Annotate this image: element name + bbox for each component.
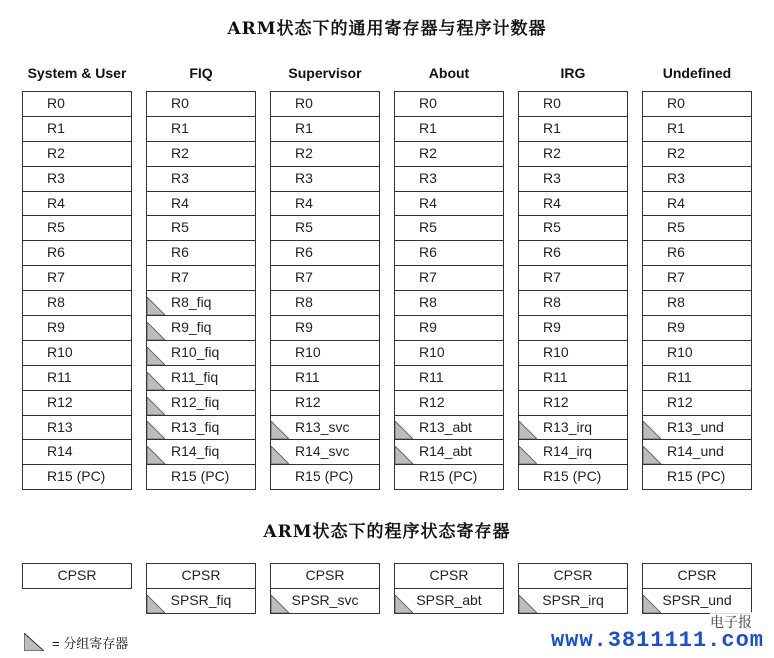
watermark-url: www.3811111.com [550,628,764,653]
banked-register-icon [147,397,165,415]
register-label: R9 [295,319,313,336]
register-cell [518,191,628,217]
register-label: R11 [667,368,692,385]
register-cell [518,340,628,366]
cpsr-cell [270,563,380,589]
register-cell [146,315,256,341]
mode-header: Undefined [662,65,732,81]
register-label: R0 [419,95,437,111]
register-label: R4 [667,194,685,211]
register-label: R3 [667,169,685,186]
register-label: R4 [419,194,437,211]
register-label: R10 [47,343,73,360]
register-label: R15 (PC) [543,468,602,485]
cpsr-cell [642,563,752,589]
banked-register-icon [395,421,413,439]
register-label: R12 [667,393,693,410]
register-cell [642,240,752,266]
psr-column [518,563,628,614]
register-label: R8_fiq [171,294,212,311]
register-cell [518,415,628,441]
register-cell [270,365,380,391]
register-cell [270,415,380,441]
register-cell [22,415,132,441]
register-cell [146,290,256,316]
register-cell [146,116,256,142]
mode-header: Supervisor [288,65,362,81]
banked-register-icon [147,372,165,390]
banked-register-icon [271,421,289,439]
register-cell [642,365,752,391]
register-label: R8 [419,294,437,311]
register-cell [394,390,504,416]
register-label: R8 [47,294,65,311]
register-cell [394,215,504,241]
register-label: R4 [295,194,313,211]
psr-column [394,563,504,614]
watermark-brand: 电子报 [710,614,752,630]
register-cell [22,116,132,142]
register-label: R15 (PC) [667,468,726,485]
register-label: R5 [543,219,561,236]
register-label: R9 [543,319,561,336]
register-cell [642,91,752,117]
register-label: R13_und [667,418,724,435]
register-cell [518,215,628,241]
register-label: R8 [667,294,685,311]
cpsr-label: CPSR [429,567,469,583]
register-cell [642,415,752,441]
cpsr-label: CPSR [57,567,97,583]
register-cell [22,390,132,416]
legend-text: = 分组寄存器 [52,636,129,651]
register-cell [642,166,752,192]
register-cell [394,240,504,266]
spsr-cell [270,588,380,614]
register-cell [518,315,628,341]
register-label: R14_und [667,443,724,460]
main-title: ARM状态下的通用寄存器与程序计数器 [227,19,547,39]
register-label: R3 [47,169,65,186]
register-label: R7 [295,269,313,286]
register-cell [270,141,380,167]
register-label: R14 [47,443,73,460]
register-cell [518,116,628,142]
register-label: R5 [171,219,189,236]
register-label: R6 [47,244,65,261]
register-cell [270,215,380,241]
register-label: R1 [47,119,65,136]
mode-header: About [428,65,470,81]
register-cell [642,290,752,316]
cpsr-label: CPSR [677,567,717,583]
register-cell [270,265,380,291]
register-label: R15 (PC) [47,468,106,485]
register-cell [394,415,504,441]
register-label: R10 [667,343,693,360]
banked-register-icon [147,322,165,340]
register-label: R13_fiq [171,418,220,435]
cpsr-label: CPSR [553,567,593,583]
register-cell [146,265,256,291]
register-cell [146,91,256,117]
register-cell [642,141,752,167]
register-cell [146,365,256,391]
register-column [642,91,752,490]
register-cell [146,340,256,366]
register-cell [22,340,132,366]
register-cell [22,315,132,341]
register-label: R10 [419,343,445,360]
banked-register-icon [147,297,165,315]
register-label: R11 [419,368,444,385]
register-label: R8 [295,294,313,311]
register-label: R1 [543,119,561,136]
spsr-label: SPSR_svc [291,592,359,608]
register-label: R12_fiq [171,393,220,410]
register-cell [518,240,628,266]
register-cell [146,464,256,490]
register-cell [394,365,504,391]
register-cell [518,365,628,391]
register-label: R6 [171,244,189,261]
register-label: R9_fiq [171,319,212,336]
register-label: R6 [543,244,561,261]
spsr-label: SPSR_irq [542,592,604,608]
banked-register-icon [519,421,537,439]
register-cell [394,116,504,142]
cpsr-cell [394,563,504,589]
register-label: R5 [295,219,313,236]
register-label: R0 [295,95,313,111]
register-cell [146,141,256,167]
register-label: R2 [171,144,189,161]
cpsr-cell [146,563,256,589]
register-label: R3 [543,169,561,186]
banked-triangle-legend-icon [24,633,44,651]
register-label: R15 (PC) [295,468,354,485]
register-label: R3 [171,169,189,186]
register-cell [518,166,628,192]
register-column [518,91,628,490]
register-label: R1 [171,119,189,136]
banked-register-icon [643,446,661,464]
register-label: R13_abt [419,418,472,435]
register-cell [22,290,132,316]
register-label: R0 [47,95,65,111]
register-label: R1 [419,119,437,136]
register-label: R2 [543,144,561,161]
register-cell [22,240,132,266]
register-label: R2 [47,144,65,161]
register-label: R5 [47,219,65,236]
register-cell [270,340,380,366]
banked-register-icon [147,446,165,464]
register-cell [270,390,380,416]
register-label: R12 [295,393,321,410]
register-label: R6 [667,244,685,261]
register-label: R4 [543,194,561,211]
register-label: R2 [419,144,437,161]
register-label: R7 [171,269,189,286]
register-label: R13 [47,418,73,435]
register-label: R11 [47,368,72,385]
register-cell [270,315,380,341]
register-label: R5 [667,219,685,236]
psr-column [270,563,380,614]
register-label: R14_fiq [171,443,220,460]
register-label: R14_irq [543,443,593,460]
register-cell [642,116,752,142]
register-cell [22,464,132,490]
banked-register-icon [147,347,165,365]
register-cell [394,191,504,217]
register-label: R13_svc [295,418,350,435]
cpsr-cell [22,563,132,589]
banked-register-icon [271,446,289,464]
register-label: R12 [47,393,73,410]
register-label: R8 [543,294,561,311]
register-cell [518,390,628,416]
register-cell [22,215,132,241]
register-cell [270,464,380,490]
register-label: R11 [543,368,568,385]
register-label: R11 [295,368,320,385]
register-label: R0 [543,95,561,111]
register-label: R12 [543,393,569,410]
register-label: R7 [543,269,561,286]
register-label: R1 [295,119,313,136]
spsr-label: SPSR_und [662,592,732,608]
register-cell [394,439,504,465]
register-label: R1 [667,119,685,136]
register-cell [146,166,256,192]
register-label: R7 [419,269,437,286]
register-cell [146,415,256,441]
register-label: R10 [543,343,569,360]
register-cell [394,340,504,366]
spsr-cell [518,588,628,614]
register-cell [146,191,256,217]
cpsr-cell [518,563,628,589]
register-cell [518,290,628,316]
register-label: R4 [171,194,189,211]
register-cell [518,464,628,490]
cpsr-label: CPSR [305,567,345,583]
register-label: R14_abt [419,443,472,460]
register-cell [642,439,752,465]
register-label: R12 [419,393,445,410]
register-cell [270,116,380,142]
register-column [394,91,504,490]
register-cell [642,191,752,217]
register-cell [22,365,132,391]
register-cell [270,439,380,465]
register-cell [270,166,380,192]
register-cell [394,464,504,490]
register-label: R4 [47,194,65,211]
register-cell [146,439,256,465]
register-cell [642,464,752,490]
register-label: R6 [419,244,437,261]
register-label: R6 [295,244,313,261]
register-label: R10 [295,343,321,360]
register-label: R13_irq [543,418,593,435]
register-column [270,91,380,490]
register-column [146,91,256,490]
spsr-label: SPSR_fiq [170,592,232,608]
register-label: R15 (PC) [419,468,478,485]
register-cell [22,91,132,117]
register-cell [394,265,504,291]
register-cell [518,141,628,167]
register-cell [394,141,504,167]
register-label: R7 [667,269,685,286]
register-label: R0 [171,95,189,111]
register-cell [146,390,256,416]
register-label: R0 [667,95,685,111]
register-cell [270,91,380,117]
register-cell [22,141,132,167]
register-cell [22,166,132,192]
register-label: R3 [419,169,437,186]
mode-header: System & User [27,65,127,81]
banked-register-icon [519,446,537,464]
register-cell [394,166,504,192]
register-label: R11_fiq [171,368,219,385]
cpsr-label: CPSR [181,567,221,583]
banked-register-icon [643,421,661,439]
register-label: R5 [419,219,437,236]
mode-header: FIQ [189,65,213,81]
register-cell [22,191,132,217]
register-cell [642,390,752,416]
register-cell [518,265,628,291]
register-label: R14_svc [295,443,350,460]
mode-header: IRG [560,65,586,81]
banked-register-icon [147,421,165,439]
register-label: R9 [667,319,685,336]
register-cell [394,315,504,341]
register-label: R3 [295,169,313,186]
psr-column [642,563,752,614]
register-cell [270,290,380,316]
spsr-cell [394,588,504,614]
register-cell [394,91,504,117]
register-cell [642,215,752,241]
register-cell [394,290,504,316]
register-label: R9 [47,319,65,336]
register-cell [22,265,132,291]
register-cell [270,240,380,266]
psr-title: ARM状态下的程序状态寄存器 [263,522,511,542]
register-cell [642,265,752,291]
spsr-cell [642,588,752,614]
register-column [22,91,132,490]
register-cell [642,315,752,341]
register-cell [22,439,132,465]
spsr-label: SPSR_abt [416,592,482,608]
register-cell [146,215,256,241]
register-label: R10_fiq [171,343,220,360]
register-cell [270,191,380,217]
register-cell [642,340,752,366]
register-cell [146,240,256,266]
register-label: R2 [295,144,313,161]
psr-column [146,563,256,614]
register-label: R15 (PC) [171,468,230,485]
banked-register-icon [395,446,413,464]
spsr-cell [146,588,256,614]
psr-column [22,563,132,589]
register-cell [518,439,628,465]
register-cell [518,91,628,117]
register-label: R9 [419,319,437,336]
register-label: R7 [47,269,65,286]
register-label: R2 [667,144,685,161]
